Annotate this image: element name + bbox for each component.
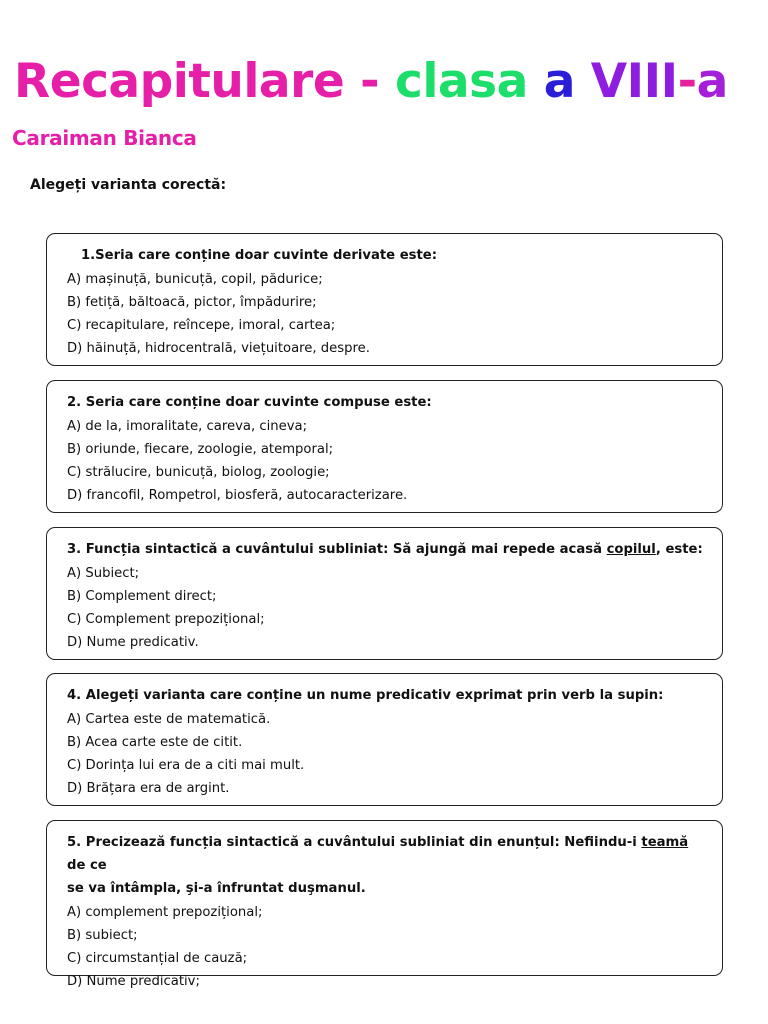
title-part: - bbox=[344, 54, 395, 109]
page-title bbox=[14, 54, 728, 109]
answer-option: B) fetiță, băltoacă, pictor, împădurire; bbox=[67, 295, 317, 310]
question-text: 2. Seria care conține doar cuvinte compuse este: bbox=[67, 395, 432, 410]
question-box-3 bbox=[46, 527, 723, 660]
instruction: Alegeți varianta corectă: bbox=[30, 177, 227, 193]
question-box-2 bbox=[46, 380, 723, 513]
author-name: Caraiman Bianca bbox=[12, 126, 197, 150]
answer-option: D) hăinuță, hidrocentrală, viețuitoare, despre. bbox=[67, 341, 370, 356]
question-text bbox=[67, 831, 710, 877]
question-box-4 bbox=[46, 673, 723, 806]
answer-option: C) Complement prepozițional; bbox=[67, 612, 265, 627]
answer-option: C) recapitulare, reîncepe, imoral, cartea; bbox=[67, 318, 336, 333]
answer-option: A) Subiect; bbox=[67, 566, 140, 581]
answer-option: B) Complement direct; bbox=[67, 589, 217, 604]
title-part: a bbox=[527, 54, 591, 109]
answer-option: D) francofil, Rompetrol, biosferă, autocaracterizare. bbox=[67, 488, 408, 503]
title-part: clasa bbox=[394, 54, 528, 109]
question-text-part: 5. Precizează funcția sintactică a cuvântului subliniat din enunțul: Nefiindu-i bbox=[67, 835, 642, 850]
question-text: 4. Alegeți varianta care conține un nume predicativ exprimat prin verb la supin: bbox=[67, 688, 664, 703]
question-text-line2: se va întâmpla, şi-a înfruntat duşmanul. bbox=[67, 881, 366, 896]
answer-option: A) de la, imoralitate, careva, cineva; bbox=[67, 419, 308, 434]
title-part: a bbox=[696, 54, 728, 109]
answer-option: B) oriunde, fiecare, zoologie, atemporal; bbox=[67, 442, 334, 457]
question-text: 1.Seria care conține doar cuvinte derivate este: bbox=[81, 248, 438, 263]
answer-option: C) circumstanțial de cauză; bbox=[67, 951, 248, 966]
title-part: VIII bbox=[590, 54, 678, 109]
title-part: - bbox=[677, 54, 697, 109]
question-box-1 bbox=[46, 233, 723, 366]
answer-option: C) strălucire, bunicuță, biolog, zoologie; bbox=[67, 465, 330, 480]
answer-option: B) Acea carte este de citit. bbox=[67, 735, 243, 750]
answer-option: A) mașinuță, bunicuță, copil, pădurice; bbox=[67, 272, 323, 287]
answer-option: D) Brățara era de argint. bbox=[67, 781, 230, 796]
answer-option: C) Dorința lui era de a citi mai mult. bbox=[67, 758, 305, 773]
title-part: Recapitulare bbox=[14, 54, 345, 109]
underlined-word: copilul bbox=[606, 542, 656, 557]
answer-option: D) Nume predicativ. bbox=[67, 635, 199, 650]
question-box-5 bbox=[46, 820, 723, 989]
answer-option: D) Nume predicativ; bbox=[67, 974, 200, 989]
question-text bbox=[67, 538, 710, 561]
question-text-part: de ce bbox=[67, 858, 107, 873]
question-text-part: , este: bbox=[655, 542, 703, 557]
question-text-part: 3. Funcția sintactică a cuvântului subliniat: Să ajungă mai repede acasă bbox=[67, 542, 607, 557]
underlined-word: teamă bbox=[641, 835, 689, 850]
answer-option: A) Cartea este de matematică. bbox=[67, 712, 271, 727]
answer-option: A) complement prepozițional; bbox=[67, 905, 263, 920]
answer-option: B) subiect; bbox=[67, 928, 138, 943]
